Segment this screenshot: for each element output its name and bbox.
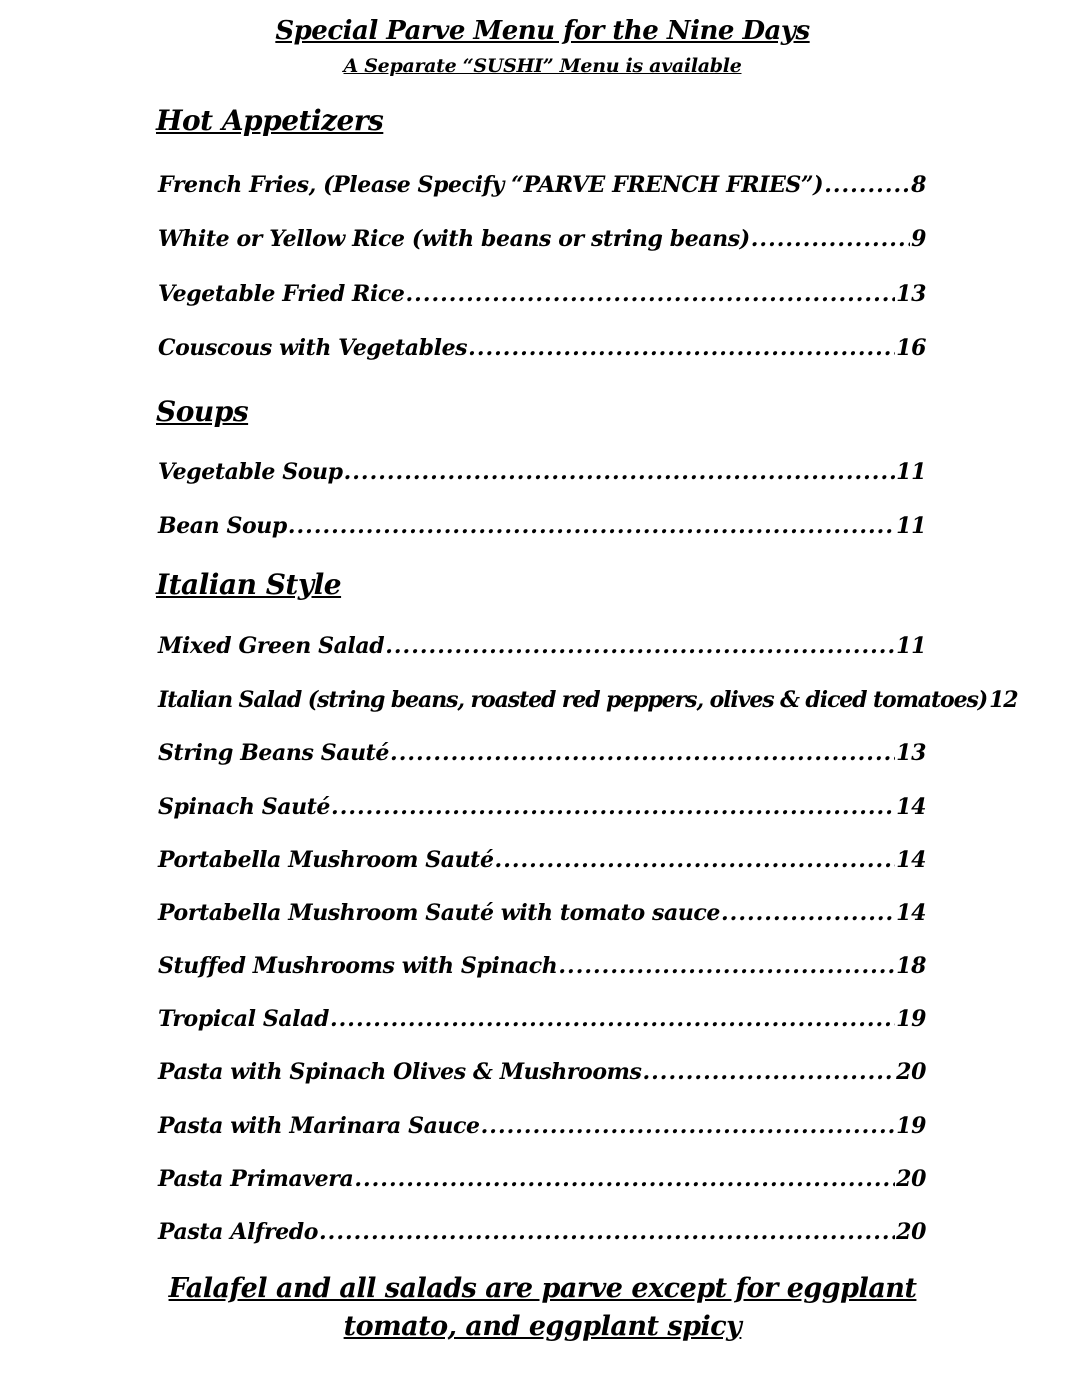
menu-item: [158, 1219, 926, 1251]
item-price: 14: [896, 794, 926, 820]
menu-subtitle: A Separate “SUSHI” Menu is available: [343, 55, 742, 77]
menu-item: [158, 847, 926, 879]
item-name: Portabella Mushroom Sauté with tomato sauce: [158, 900, 721, 926]
menu-item: [158, 459, 926, 491]
item-price: 19: [896, 1113, 926, 1139]
dot-leader: [406, 281, 896, 307]
item-price: 16: [896, 335, 926, 361]
menu-item: [158, 900, 926, 932]
item-price: 8: [911, 172, 926, 198]
item-name: Mixed Green Salad: [158, 633, 385, 659]
item-name: Vegetable Fried Rice: [158, 281, 405, 307]
item-price: 20: [896, 1059, 926, 1085]
dot-leader: [558, 953, 895, 979]
dot-leader: [495, 847, 896, 873]
item-name: French Fries, (Please Specify “PARVE FRENCH FRIES”): [158, 172, 824, 198]
dot-leader: [481, 1113, 896, 1139]
dot-leader: [468, 335, 895, 361]
item-price: 11: [896, 459, 926, 485]
menu-item: [158, 953, 926, 985]
menu-item: [158, 1113, 926, 1145]
menu-title: Special Parve Menu for the Nine Days: [275, 16, 810, 46]
dot-leader: [330, 1006, 895, 1032]
item-price: 20: [896, 1219, 926, 1245]
dot-leader: [751, 226, 910, 252]
item-price: 14: [896, 847, 926, 873]
dot-leader: [354, 1166, 895, 1192]
parve-note: Falafel and all salads are parve except for eggplant tomato, and eggplant spicy: [168, 1273, 917, 1342]
item-name: Couscous with Vegetables: [158, 335, 468, 361]
item-price: 9: [911, 226, 926, 252]
menu-item: [158, 172, 926, 204]
item-name: Bean Soup: [158, 513, 287, 539]
menu-item: [158, 633, 926, 665]
menu-item: [158, 740, 926, 772]
dot-leader: [385, 633, 895, 659]
item-name: Stuffed Mushrooms with Spinach: [158, 953, 558, 979]
dot-leader: [390, 740, 895, 766]
dot-leader: [721, 900, 895, 926]
section-heading-italian-style: Italian Style: [156, 568, 342, 601]
item-price: 11: [896, 633, 926, 659]
menu-item: [158, 794, 926, 826]
menu-item: [158, 335, 926, 367]
dot-leader: [642, 1059, 895, 1085]
menu-item: [158, 226, 926, 258]
item-name: White or Yellow Rice (with beans or string beans): [158, 226, 750, 252]
item-name: Pasta with Spinach Olives & Mushrooms: [158, 1059, 642, 1085]
item-name: Vegetable Soup: [158, 459, 343, 485]
item-price: 19: [896, 1006, 926, 1032]
item-price: 14: [896, 900, 926, 926]
item-price: 12: [989, 687, 1018, 713]
item-price: 11: [896, 513, 926, 539]
dot-leader: [319, 1219, 895, 1245]
item-price: 18: [896, 953, 926, 979]
menu-item: [158, 1059, 926, 1091]
dot-leader: [288, 513, 895, 539]
section-heading-soups: Soups: [156, 395, 249, 428]
item-name: String Beans Sauté: [158, 740, 390, 766]
item-name: Portabella Mushroom Sauté: [158, 847, 494, 873]
menu-item: [158, 281, 926, 313]
dot-leader: [824, 172, 910, 198]
menu-item: [158, 687, 1018, 719]
menu-item: [158, 1166, 926, 1198]
item-name: Tropical Salad: [158, 1006, 329, 1032]
item-price: 20: [896, 1166, 926, 1192]
item-name: Spinach Sauté: [158, 794, 331, 820]
dot-leader: [331, 794, 895, 820]
item-name: Pasta with Marinara Sauce: [158, 1113, 480, 1139]
item-name: Pasta Primavera: [158, 1166, 354, 1192]
dot-leader: [344, 459, 896, 485]
item-name: Italian Salad (string beans, roasted red peppers, olives & diced tomatoes): [158, 687, 988, 713]
menu-item: [158, 513, 926, 545]
menu-item: [158, 1006, 926, 1038]
section-heading-hot-appetizers: Hot Appetizers: [156, 104, 384, 137]
item-price: 13: [896, 740, 926, 766]
item-name: Pasta Alfredo: [158, 1219, 319, 1245]
item-price: 13: [896, 281, 926, 307]
